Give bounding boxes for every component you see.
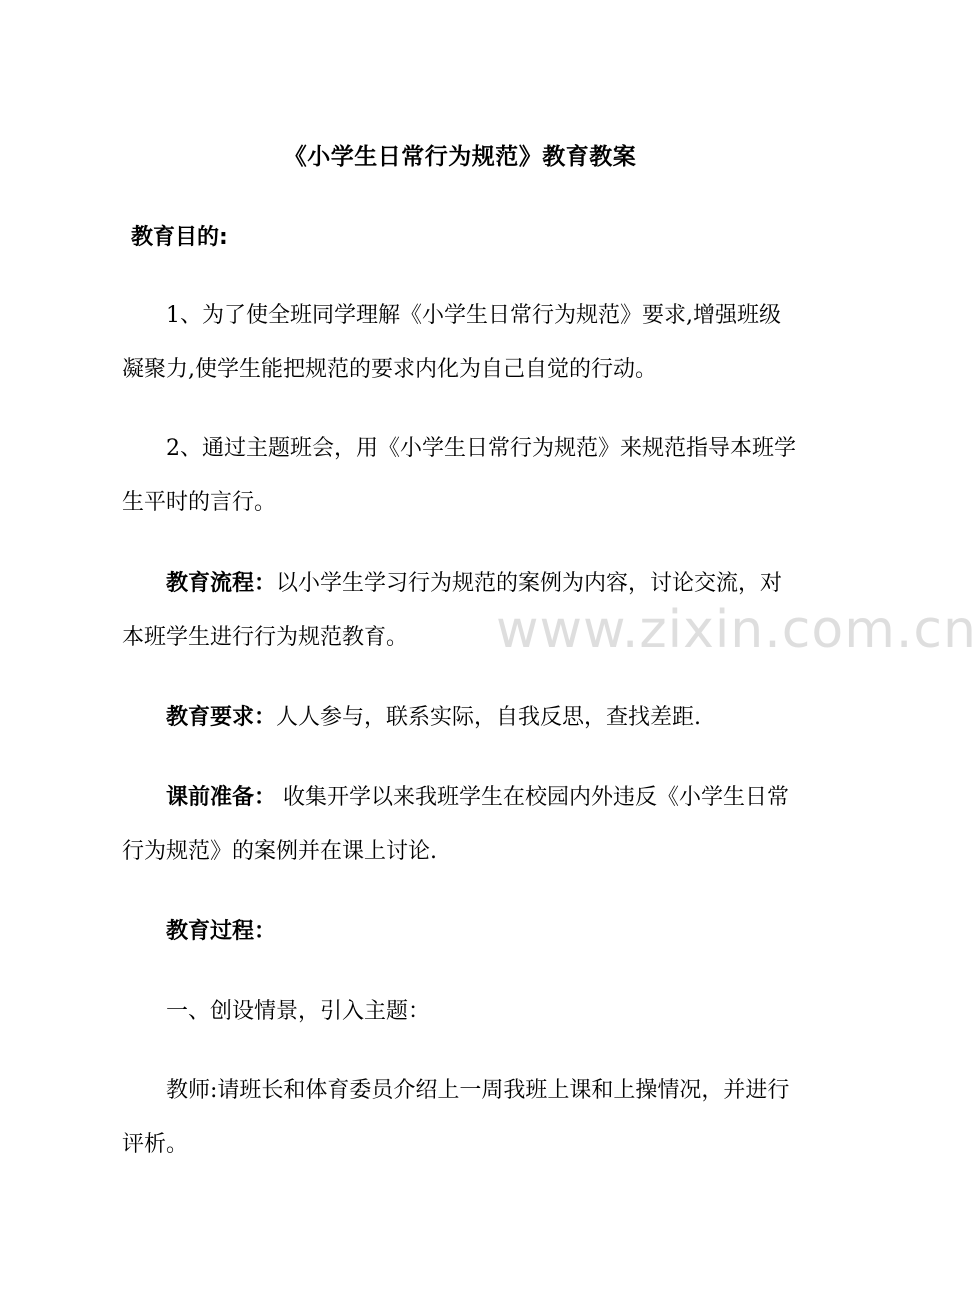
prep-text: 收集开学以来我班学生在校园内外违反《小学生日常行为规范》的案例并在课上讨论. bbox=[122, 785, 790, 864]
requirement-label: 教育要求： bbox=[166, 705, 277, 730]
goal-item-2: 2、通过主题班会，用《小学生日常行为规范》来规范指导本班学生平时的言行。 bbox=[122, 436, 796, 515]
teacher-paragraph: 教师:请班长和体育委员介绍上一周我班上课和上操情况，并进行评析。 bbox=[122, 1078, 790, 1157]
requirement-text: 人人参与，联系实际，自我反思，查找差距. bbox=[276, 705, 702, 730]
process-label: 教育流程： bbox=[166, 571, 277, 596]
step-1: 一、创设情景，引入主题： bbox=[166, 999, 431, 1024]
goal-heading: 教育目的: bbox=[131, 225, 228, 250]
prep-paragraph bbox=[122, 771, 802, 879]
process-text: 以小学生学习行为规范的案例为内容，讨论交流，对本班学生进行行为规范教育。 bbox=[122, 571, 783, 650]
goal-item-1: 1、为了使全班同学理解《小学生日常行为规范》要求,增强班级凝聚力,使学生能把规范的要求内化为自己自觉的行动。 bbox=[122, 303, 781, 382]
document-title: 《小学生日常行为规范》教育教案 bbox=[283, 144, 637, 170]
prep-label: 课前准备： bbox=[166, 785, 277, 810]
procedure-heading: 教育过程： bbox=[166, 919, 277, 944]
requirement-paragraph bbox=[122, 691, 802, 745]
watermark: www.zixin.com.cn bbox=[496, 600, 977, 660]
